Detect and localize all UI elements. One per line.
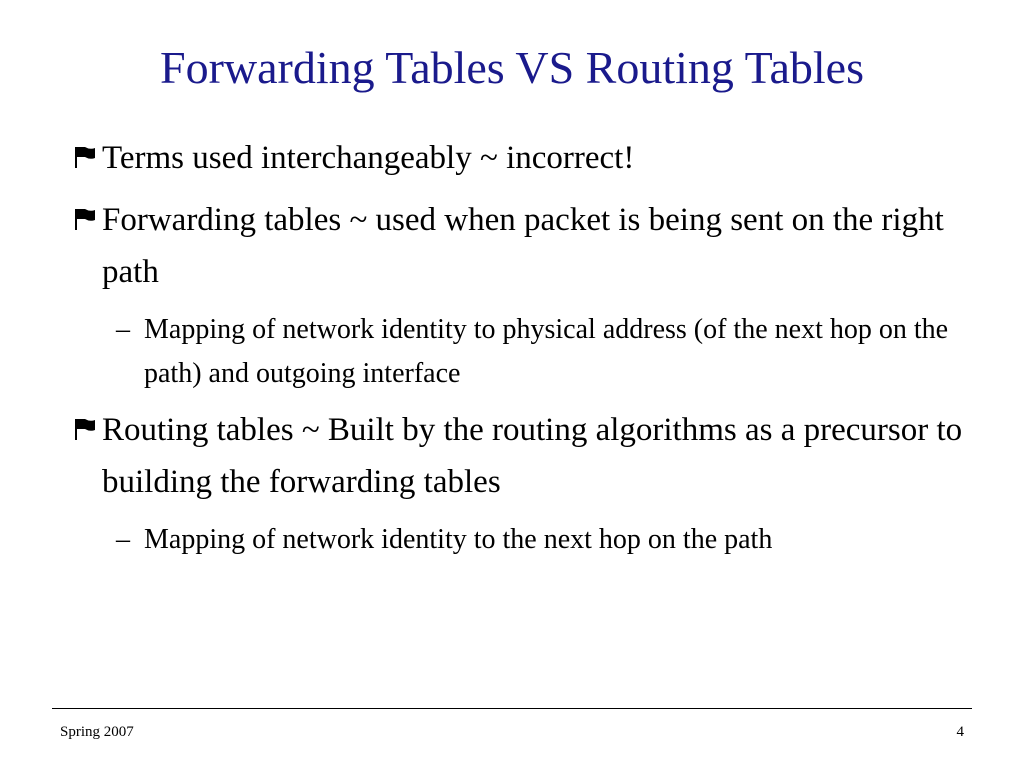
- footer-divider: [52, 708, 972, 709]
- bullet-text: Routing tables ~ Built by the routing algorithms as a precursor to building the forwarding tables: [102, 412, 963, 500]
- sub-bullet-item: [72, 308, 972, 396]
- flag-icon: [72, 416, 98, 442]
- bullet-item: [72, 194, 972, 298]
- bullet-text: Forwarding tables ~ used when packet is being sent on the right path: [102, 202, 944, 290]
- footer-date: Spring 2007: [60, 724, 134, 740]
- sub-bullet-text: Mapping of network identity to the next hop on the path: [144, 524, 773, 555]
- flag-icon: [72, 206, 98, 232]
- bullet-item: [72, 404, 972, 508]
- sub-bullet-item: [72, 518, 972, 562]
- sub-bullet-marker: –: [116, 314, 130, 345]
- bullet-item: [72, 132, 972, 184]
- page-number: 4: [956, 724, 964, 740]
- slide-title: Forwarding Tables VS Routing Tables: [160, 42, 864, 93]
- sub-bullet-marker: –: [116, 524, 130, 555]
- sub-bullet-text: Mapping of network identity to physical address (of the next hop on the path) and outgoing interface: [144, 314, 949, 389]
- slide-content: [72, 132, 972, 570]
- bullet-text: Terms used interchangeably ~ incorrect!: [102, 140, 635, 176]
- flag-icon: [72, 144, 98, 170]
